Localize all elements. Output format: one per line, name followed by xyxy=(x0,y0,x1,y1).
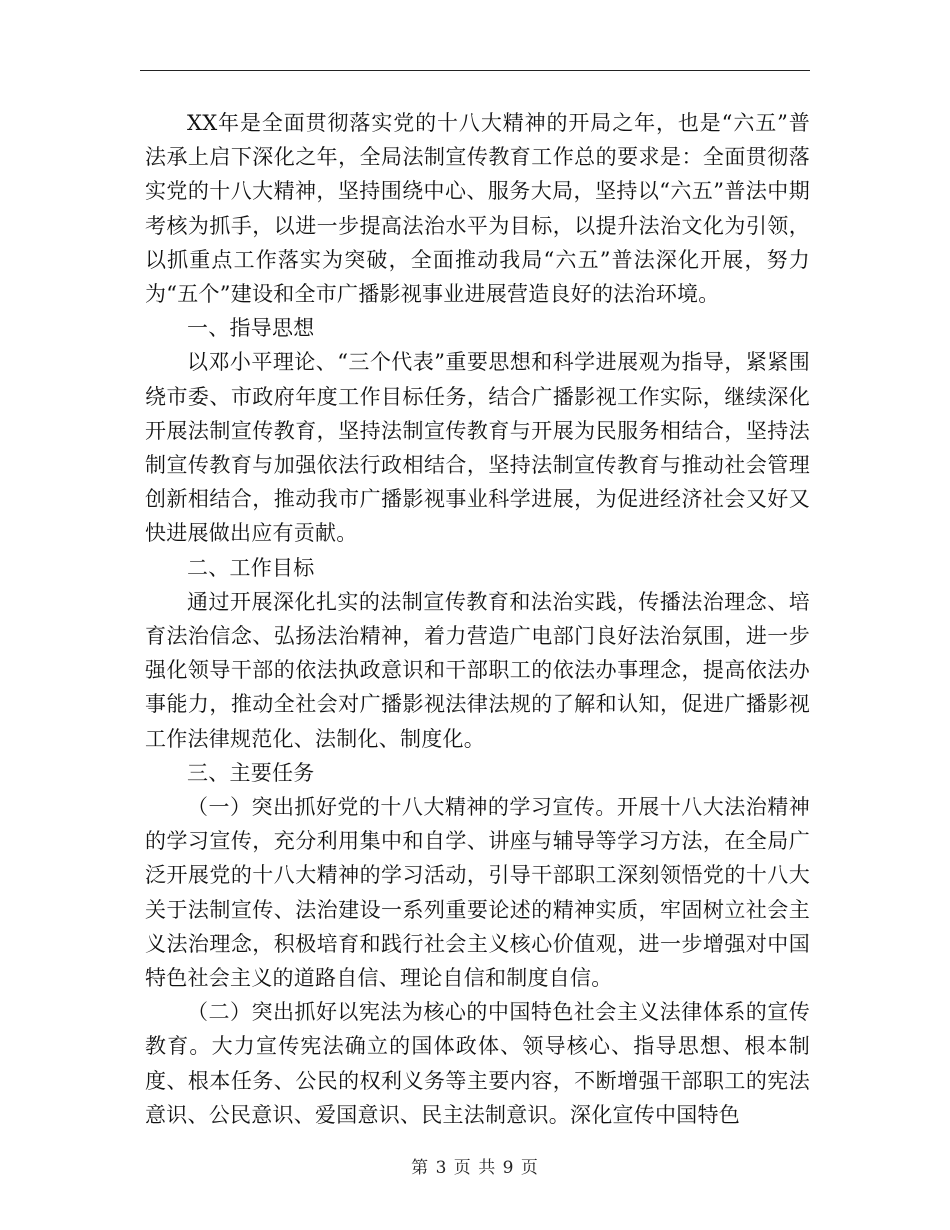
work-goals-paragraph: 通过开展深化扎实的法制宣传教育和法治实践，传播法治理念、培育法治信念、弘扬法治精神，着力营造广电部门良好法治氛围，进一步强化领导干部的依法执政意识和干部职工的依法办事理念，提高依法办事能力，推动全社会对广播影视法律法规的了解和认知，促进广播影视工作法律规范化、法制化、制度化。 xyxy=(145,589,810,751)
document-body xyxy=(145,106,810,1132)
page-number-footer: 第 3 页 共 9 页 xyxy=(411,1158,539,1178)
section-heading-main-tasks: 三、主要任务 xyxy=(187,760,315,785)
header-rule xyxy=(140,70,810,71)
section-heading-guiding-ideology: 一、指导思想 xyxy=(187,316,315,341)
task-two-paragraph: （二）突出抓好以宪法为核心的中国特色社会主义法律体系的宣传教育。大力宣传宪法确立的国体政体、领导核心、指导思想、根本制度、根本任务、公民的权利义务等主要内容，不断增强干部职工的宪法意识、公民意识、爱国意识、民主法制意识。深化宣传中国特色 xyxy=(145,1000,810,1127)
task-one-paragraph: （一）突出抓好党的十八大精神的学习宣传。开展十八大法治精神的学习宣传，充分利用集中和自学、讲座与辅导等学习方法，在全局广泛开展党的十八大精神的学习活动，引导干部职工深刻领悟党的十八大关于法制宣传、法治建设一系列重要论述的精神实质，牢固树立社会主义法治理念，积极培育和践行社会主义核心价值观，进一步增强对中国特色社会主义的道路自信、理论自信和制度自信。 xyxy=(145,795,810,991)
section-heading-work-goals: 二、工作目标 xyxy=(187,555,315,580)
intro-paragraph: XX年是全面贯彻落实党的十八大精神的开局之年，也是“六五”普法承上启下深化之年，全局法制宣传教育工作总的要求是：全面贯彻落实党的十八大精神，坚持围绕中心、服务大局，坚持以“六五”普法中期考核为抓手，以进一步提高法治水平为目标，以提升法治文化为引领，以抓重点工作落实为突破，全面推动我局“六五”普法深化开展，努力为“五个”建设和全市广播影视事业进展营造良好的法治环境。 xyxy=(145,111,810,307)
guiding-ideology-paragraph: 以邓小平理论、“三个代表”重要思想和科学进展观为指导，紧紧围绕市委、市政府年度工作目标任务，结合广播影视工作实际，继续深化开展法制宣传教育，坚持法制宣传教育与开展为民服务相结合，坚持法制宣传教育与加强依法行政相结合，坚持法制宣传教育与推动社会管理创新相结合，推动我市广播影视事业科学进展，为促进经济社会又好又快进展做出应有贡献。 xyxy=(145,350,810,546)
